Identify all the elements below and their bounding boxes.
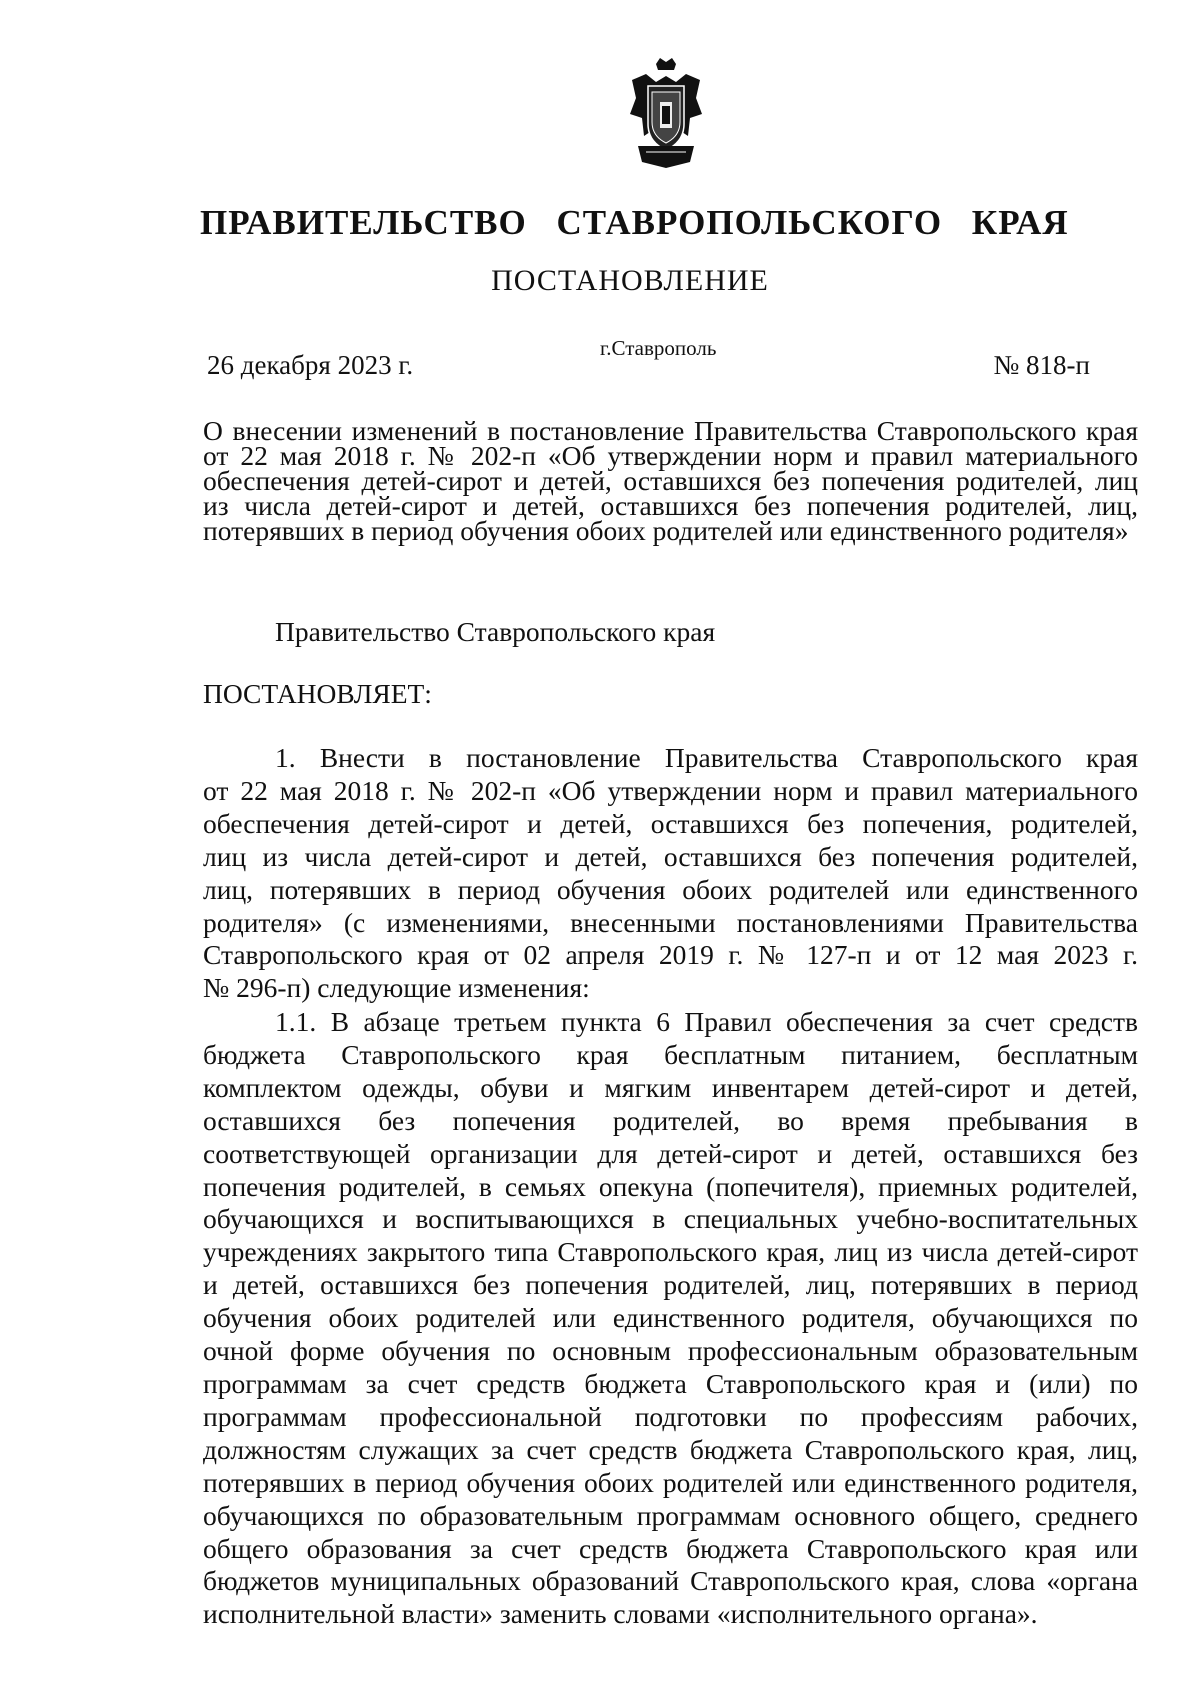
document-date: 26 декабря 2023 г.	[207, 350, 414, 380]
body-line: должностям служащих за счет средств бюджета Ставропольского края, лиц,	[203, 1433, 1138, 1465]
body-line: учреждениях закрытого типа Ставропольского края, лиц из числа детей-сирот	[203, 1236, 1138, 1268]
body-line: родителя» (с изменениями, внесенными постановлениями Правительства	[203, 906, 1138, 938]
body-line: попечения родителей, в семьях опекуна (попечителя), приемных родителей,	[203, 1170, 1138, 1202]
paragraph-1-1	[203, 1006, 1138, 1631]
preamble: Правительство Ставропольского края	[275, 616, 716, 647]
body-line: программам профессиональной подготовки по профессиям рабочих,	[203, 1400, 1138, 1432]
body-line: бюджетов муниципальных образований Ставропольского края, слова «органа	[203, 1565, 1138, 1597]
resolve-heading: ПОСТАНОВЛЯЕТ:	[203, 678, 432, 709]
body-line: очной форме обучения по основным профессиональным образовательным	[203, 1335, 1138, 1367]
body-line: общего образования за счет средств бюджета Ставропольского края или	[203, 1532, 1138, 1564]
body-line: бюджета Ставропольского края бесплатным питанием, бесплатным	[203, 1038, 1138, 1070]
body-line: 1. Внести в постановление Правительства Ставропольского края	[275, 742, 1138, 773]
coat-of-arms-icon	[626, 58, 706, 168]
body-line: от 22 мая 2018 г. № 202-п «Об утверждении норм и правил материального	[203, 774, 1138, 806]
subject-line: от 22 мая 2018 г. № 202-п «Об утверждении норм и правил материального	[203, 440, 1138, 471]
body-line: 1.1. В абзаце третьем пункта 6 Правил обеспечения за счет средств	[275, 1006, 1138, 1037]
organization-title: ПРАВИТЕЛЬСТВО СТАВРОПОЛЬСКОГО КРАЯ	[200, 203, 1069, 242]
subject-line: О внесении изменений в постановление Правительства Ставропольского края	[203, 415, 1138, 446]
body-line: обучающихся и воспитывающихся в специальных учебно-воспитательных	[203, 1203, 1138, 1235]
body-line: обеспечения детей-сирот и детей, оставшихся без попечения, родителей,	[203, 807, 1138, 839]
body-line: лиц, потерявших в период обучения обоих родителей или единственного	[203, 873, 1138, 905]
body-line: оставшихся без попечения родителей, во время пребывания в	[203, 1104, 1138, 1136]
document-subject	[203, 415, 1138, 546]
body-line: Ставропольского края от 02 апреля 2019 г. № 127-п и от 12 мая 2023 г.	[203, 939, 1138, 971]
paragraph-1	[203, 742, 1138, 1005]
body-line: программам за счет средств бюджета Ставропольского края и (или) по	[203, 1367, 1138, 1399]
body-line: № 296-п) следующие изменения:	[203, 972, 590, 1004]
body-line: соответствующей организации для детей-сирот и детей, оставшихся без	[203, 1137, 1138, 1169]
body-line: потерявших в период обучения обоих родителей или единственного родителя,	[203, 1466, 1138, 1498]
body-line: обучения обоих родителей или единственного родителя, обучающихся по	[203, 1302, 1138, 1334]
document-number: № 818-п	[993, 350, 1090, 380]
body-line: обучающихся по образовательным программам основного общего, среднего	[203, 1499, 1138, 1531]
body-line: и детей, оставшихся без попечения родителей, лиц, потерявших в период	[203, 1269, 1138, 1301]
document-type: ПОСТАНОВЛЕНИЕ	[491, 264, 769, 297]
subject-line: обеспечения детей-сирот и детей, оставшихся без попечения родителей, лиц	[203, 465, 1138, 496]
document-city: г.Ставрополь	[600, 336, 717, 360]
subject-line: потерявших в период обучения обоих родителей или единственного родителя»	[203, 515, 1129, 546]
body-line: комплектом одежды, обуви и мягким инвентарем детей-сирот и детей,	[203, 1071, 1138, 1103]
body-line: лиц из числа детей-сирот и детей, оставшихся без попечения родителей,	[203, 840, 1138, 872]
subject-line: из числа детей-сирот и детей, оставшихся без попечения родителей, лиц,	[203, 490, 1138, 521]
body-line: исполнительной власти» заменить словами «исполнительного органа».	[203, 1598, 1038, 1630]
